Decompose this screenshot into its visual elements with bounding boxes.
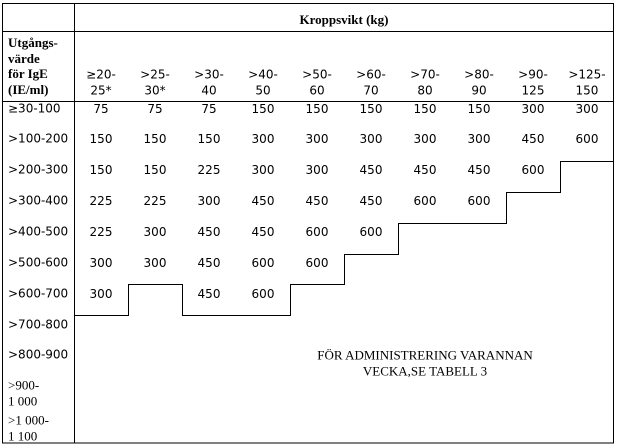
dose-cell: 450 bbox=[359, 194, 383, 208]
row-label-line: >200-300 bbox=[8, 162, 69, 177]
row-label-line: >500-600 bbox=[8, 255, 69, 270]
dose-cell: 600 bbox=[359, 225, 383, 239]
column-header-weight-range bbox=[302, 68, 332, 99]
row-header-line: värde bbox=[8, 50, 40, 66]
row-label-line: >400-500 bbox=[8, 224, 69, 239]
dose-cell: 450 bbox=[197, 287, 221, 301]
column-header-line: >25- bbox=[140, 67, 170, 82]
dose-cell: 450 bbox=[521, 132, 545, 146]
dose-cell: 300 bbox=[413, 132, 437, 146]
dose-cell: 600 bbox=[251, 256, 275, 270]
dose-cell: 300 bbox=[467, 132, 491, 146]
dose-cell: 300 bbox=[305, 163, 329, 177]
dose-cell: 600 bbox=[575, 132, 599, 146]
dose-cell: 225 bbox=[143, 194, 167, 208]
dose-cell: 300 bbox=[143, 256, 167, 270]
dose-cell: 150 bbox=[143, 163, 167, 177]
row-label-line: >300-400 bbox=[8, 193, 69, 208]
row-label-ige-range bbox=[8, 131, 68, 147]
dose-cell: 150 bbox=[89, 132, 113, 146]
dose-cell: 600 bbox=[521, 163, 545, 177]
dose-cell: 300 bbox=[521, 102, 545, 116]
row-label-ige-range bbox=[8, 286, 68, 302]
row-label-line: >600-700 bbox=[8, 286, 69, 301]
dose-cell: 450 bbox=[251, 225, 275, 239]
dose-cell: 150 bbox=[197, 132, 221, 146]
column-header-line: 60 bbox=[309, 83, 325, 97]
row-header bbox=[8, 35, 58, 97]
dose-cell: 600 bbox=[467, 194, 491, 208]
dose-cell: 150 bbox=[359, 102, 383, 116]
column-header-line: 30* bbox=[144, 83, 166, 97]
column-header-line: >70- bbox=[410, 67, 440, 82]
column-header-line: >90- bbox=[518, 67, 548, 82]
row-label-line: ≥30-100 bbox=[8, 101, 61, 116]
column-header-weight-range bbox=[410, 68, 440, 99]
column-header-line: >125- bbox=[568, 67, 606, 82]
dose-cell: 300 bbox=[143, 225, 167, 239]
dose-cell: 450 bbox=[197, 256, 221, 270]
column-header-line: >30- bbox=[194, 67, 224, 82]
row-label-ige-range bbox=[8, 255, 68, 271]
row-label-ige-range bbox=[8, 193, 68, 209]
row-label-ige-range bbox=[8, 347, 68, 363]
column-header-weight-range bbox=[518, 68, 548, 99]
dose-cell: 300 bbox=[305, 132, 329, 146]
row-header-line: (IE/ml) bbox=[8, 81, 49, 97]
dose-cell: 300 bbox=[251, 163, 275, 177]
column-header-weight-range bbox=[356, 68, 386, 99]
note-line: FÖR ADMINISTRERING VARANNAN bbox=[317, 347, 533, 363]
column-header-line: ≥20- bbox=[86, 67, 116, 82]
column-header-line: >60- bbox=[356, 67, 386, 82]
dose-cell: 450 bbox=[197, 225, 221, 239]
row-label-line: >800-900 bbox=[8, 347, 69, 362]
dose-cell: 600 bbox=[305, 225, 329, 239]
column-header-weight-range bbox=[194, 68, 224, 99]
dose-cell: 75 bbox=[201, 102, 217, 116]
row-label-line: >1 000- bbox=[8, 412, 49, 428]
dose-cell: 600 bbox=[413, 194, 437, 208]
row-label-ige-range bbox=[8, 317, 68, 333]
column-header-weight-range bbox=[86, 68, 116, 99]
column-header-weight-range bbox=[464, 68, 494, 99]
dose-cell: 150 bbox=[143, 132, 167, 146]
dose-cell: 300 bbox=[359, 132, 383, 146]
row-label-ige-range bbox=[8, 224, 68, 240]
dose-cell: 150 bbox=[89, 163, 113, 177]
row-label-ige-range bbox=[8, 162, 68, 178]
row-label-line: >100-200 bbox=[8, 131, 69, 146]
dose-cell: 450 bbox=[305, 194, 329, 208]
note-line: VECKA,SE TABELL 3 bbox=[362, 363, 488, 378]
dose-cell: 225 bbox=[89, 225, 113, 239]
dose-cell: 225 bbox=[197, 163, 221, 177]
column-header-line: 80 bbox=[417, 83, 433, 97]
dose-cell: 150 bbox=[467, 102, 491, 116]
row-label-ige-range bbox=[8, 413, 49, 444]
dose-cell: 450 bbox=[359, 163, 383, 177]
column-header-line: 50 bbox=[255, 83, 271, 97]
column-header-weight-range bbox=[568, 68, 605, 99]
dose-cell: 150 bbox=[305, 102, 329, 116]
column-header-line: 70 bbox=[363, 83, 379, 97]
column-header-line: >80- bbox=[464, 67, 494, 82]
column-header-line: 150 bbox=[575, 83, 599, 97]
dose-cell: 450 bbox=[413, 163, 437, 177]
administration-note bbox=[317, 348, 533, 379]
row-label-line: 1 100 bbox=[8, 428, 38, 443]
dose-cell: 150 bbox=[413, 102, 437, 116]
column-header-weight-range bbox=[140, 68, 170, 99]
weight-header: Kroppsvikt (kg) bbox=[299, 12, 389, 27]
dose-cell: 600 bbox=[305, 256, 329, 270]
column-header-line: >40- bbox=[248, 67, 278, 82]
column-header-line: 90 bbox=[471, 83, 487, 97]
row-header-line: för IgE bbox=[8, 66, 48, 81]
dose-cell: 75 bbox=[93, 102, 109, 116]
dose-cell: 450 bbox=[251, 194, 275, 208]
column-header-weight-range bbox=[248, 68, 278, 99]
dose-cell: 450 bbox=[467, 163, 491, 177]
row-label-ige-range bbox=[8, 101, 61, 117]
dose-cell: 300 bbox=[251, 132, 275, 146]
column-header-line: 40 bbox=[201, 83, 217, 97]
dose-cell: 75 bbox=[147, 102, 163, 116]
dose-cell: 225 bbox=[89, 194, 113, 208]
dose-cell: 600 bbox=[251, 287, 275, 301]
column-header-line: 125 bbox=[521, 83, 545, 97]
dose-cell: 150 bbox=[251, 102, 275, 116]
dose-cell: 300 bbox=[575, 102, 599, 116]
column-header-line: >50- bbox=[302, 67, 332, 82]
dose-cell: 300 bbox=[197, 194, 221, 208]
dose-cell: 300 bbox=[89, 256, 113, 270]
dose-cell: 300 bbox=[89, 287, 113, 301]
row-label-line: 1 000 bbox=[8, 393, 38, 408]
row-header-line: Utgångs- bbox=[8, 35, 58, 50]
row-label-ige-range bbox=[8, 378, 39, 409]
row-label-line: >900- bbox=[8, 377, 40, 393]
row-label-line: >700-800 bbox=[8, 317, 69, 332]
column-header-line: 25* bbox=[90, 83, 112, 97]
